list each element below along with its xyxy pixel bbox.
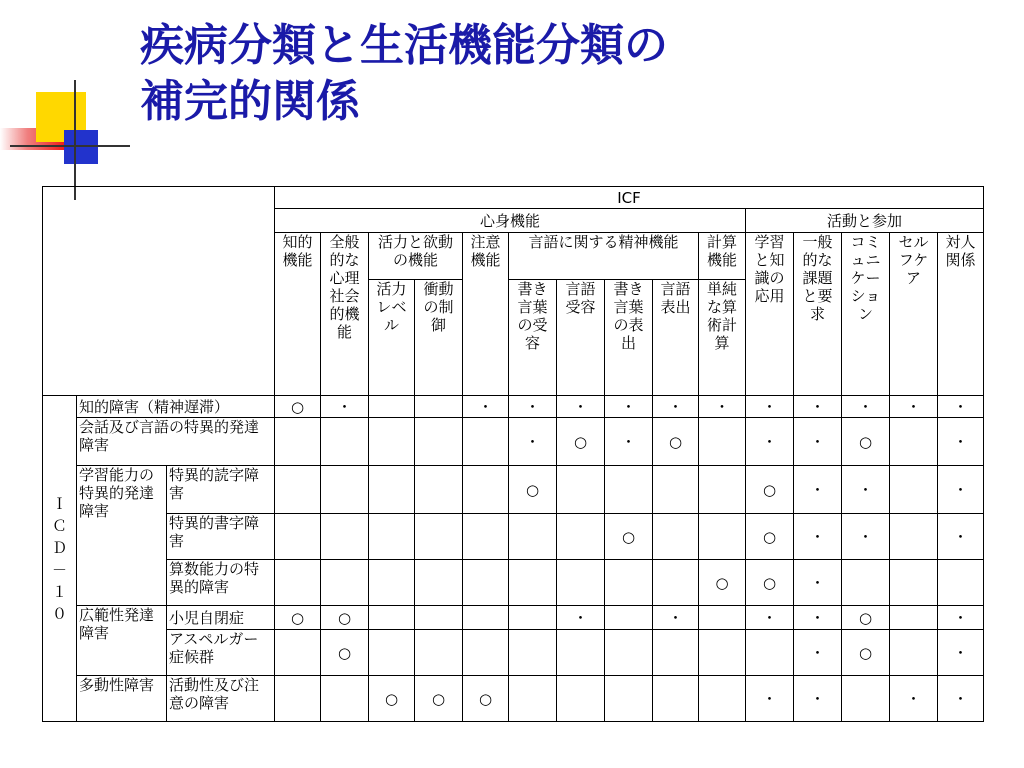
activity-participation-header: 活動と参加 <box>746 209 984 233</box>
mark-cell <box>369 560 415 606</box>
mark-cell <box>509 560 557 606</box>
col-header-self-care: セルフケア <box>890 233 938 396</box>
mark-cell: ・ <box>557 396 605 418</box>
mark-cell: ・ <box>794 630 842 676</box>
decoration-vertical-line <box>74 80 76 200</box>
mark-cell <box>369 514 415 560</box>
sub-header-spoken-expression: 言語表出 <box>653 280 699 396</box>
mark-cell: ・ <box>746 396 794 418</box>
mark-cell: ○ <box>605 514 653 560</box>
mark-cell <box>275 418 321 466</box>
mark-cell <box>415 466 463 514</box>
mark-cell: ○ <box>415 676 463 722</box>
sub-header-impulse-control: 衝動の制御 <box>415 280 463 396</box>
title-line-2: 補完的関係 <box>140 76 360 127</box>
mark-cell <box>890 606 938 630</box>
mark-cell <box>463 630 509 676</box>
mark-cell <box>321 466 369 514</box>
mark-cell <box>557 630 605 676</box>
mark-cell <box>369 418 415 466</box>
mark-cell <box>275 630 321 676</box>
mark-cell: ・ <box>842 466 890 514</box>
row-label: アスペルガー症候群 <box>167 630 275 676</box>
mark-cell: ・ <box>938 606 984 630</box>
mark-cell <box>275 466 321 514</box>
mark-cell: ○ <box>746 514 794 560</box>
row-label: 会話及び言語の特異的発達障害 <box>77 418 275 466</box>
body-functions-header: 心身機能 <box>275 209 746 233</box>
mark-cell: ・ <box>890 676 938 722</box>
mark-cell: ・ <box>794 514 842 560</box>
mark-cell: ・ <box>842 396 890 418</box>
mark-cell <box>557 514 605 560</box>
col-header-attention: 注意機能 <box>463 233 509 396</box>
mark-cell <box>275 514 321 560</box>
mark-cell: ・ <box>890 396 938 418</box>
mark-cell <box>509 630 557 676</box>
mark-cell: ・ <box>794 396 842 418</box>
mark-cell <box>509 514 557 560</box>
mark-cell: ・ <box>794 606 842 630</box>
mark-cell <box>557 466 605 514</box>
mark-cell: ○ <box>746 466 794 514</box>
icd-label: ＩＣＤ－１０ <box>43 396 77 722</box>
mark-cell <box>605 676 653 722</box>
mark-cell <box>938 560 984 606</box>
mark-cell <box>557 676 605 722</box>
mark-cell <box>415 396 463 418</box>
mark-cell <box>699 418 746 466</box>
title-line-1: 疾病分類と生活機能分類の <box>140 20 668 71</box>
sub-header-written-reception: 書き言葉の受容 <box>509 280 557 396</box>
icf-header: ICF <box>275 187 984 209</box>
mark-cell: ○ <box>557 418 605 466</box>
col-header-energy-drive: 活力と欲動の機能 <box>369 233 463 280</box>
table-row <box>43 630 984 676</box>
mark-cell <box>321 676 369 722</box>
mark-cell: ・ <box>794 676 842 722</box>
mark-cell <box>369 466 415 514</box>
mark-cell: ・ <box>557 606 605 630</box>
col-header-intellect: 知的機能 <box>275 233 321 396</box>
mark-cell <box>653 630 699 676</box>
icd-icf-table <box>42 186 984 722</box>
mark-cell <box>463 560 509 606</box>
mark-cell <box>463 606 509 630</box>
mark-cell <box>463 418 509 466</box>
mark-cell: ・ <box>699 396 746 418</box>
mark-cell <box>415 560 463 606</box>
decoration-horizontal-line <box>10 145 130 147</box>
row-label: 特異的書字障害 <box>167 514 275 560</box>
mark-cell: ・ <box>938 466 984 514</box>
mark-cell: ・ <box>321 396 369 418</box>
mark-cell: ○ <box>275 396 321 418</box>
table-row <box>43 396 984 418</box>
col-header-interpersonal: 対人関係 <box>938 233 984 396</box>
mark-cell <box>842 560 890 606</box>
mark-cell <box>890 418 938 466</box>
mark-cell <box>509 606 557 630</box>
mark-cell: ○ <box>369 676 415 722</box>
mark-cell <box>463 514 509 560</box>
col-header-language-mental: 言語に関する精神機能 <box>509 233 699 280</box>
mark-cell: ・ <box>653 606 699 630</box>
mark-cell <box>653 514 699 560</box>
mark-cell: ○ <box>653 418 699 466</box>
mark-cell <box>653 676 699 722</box>
mark-cell: ○ <box>746 560 794 606</box>
table-row <box>43 606 984 630</box>
col-header-communication: コミュニケーション <box>842 233 890 396</box>
row-label: 知的障害（精神遅滞） <box>77 396 275 418</box>
mark-cell: ○ <box>463 676 509 722</box>
mark-cell: ○ <box>699 560 746 606</box>
mark-cell <box>699 676 746 722</box>
table-row <box>43 514 984 560</box>
table-corner-cell <box>43 187 275 396</box>
mark-cell <box>369 396 415 418</box>
mark-cell <box>415 514 463 560</box>
slide-title <box>140 18 1000 130</box>
row-group-label: 広範性発達障害 <box>77 606 167 676</box>
mark-cell <box>890 514 938 560</box>
mark-cell <box>463 466 509 514</box>
table-row <box>43 560 984 606</box>
row-group-label: 学習能力の特異的発達障害 <box>77 466 167 606</box>
mark-cell <box>699 630 746 676</box>
mark-cell: ・ <box>794 560 842 606</box>
decoration-blue-square <box>64 130 98 164</box>
mark-cell: ○ <box>842 630 890 676</box>
table-row <box>43 418 984 466</box>
mark-cell <box>415 418 463 466</box>
col-header-general-tasks: 一般的な課題と要求 <box>794 233 842 396</box>
mark-cell <box>653 466 699 514</box>
mark-cell <box>509 676 557 722</box>
mark-cell <box>321 514 369 560</box>
mark-cell: ・ <box>746 418 794 466</box>
col-header-global-psycho: 全般的な心理社会的機能 <box>321 233 369 396</box>
mark-cell: ・ <box>509 396 557 418</box>
row-label: 小児自閉症 <box>167 606 275 630</box>
mark-cell: ・ <box>653 396 699 418</box>
mark-cell: ○ <box>321 630 369 676</box>
mark-cell: ・ <box>842 514 890 560</box>
row-label: 活動性及び注意の障害 <box>167 676 275 722</box>
row-label: 算数能力の特異的障害 <box>167 560 275 606</box>
mark-cell <box>369 630 415 676</box>
row-label: 特異的読字障害 <box>167 466 275 514</box>
mark-cell: ○ <box>321 606 369 630</box>
mark-cell <box>415 606 463 630</box>
mark-cell <box>653 560 699 606</box>
mark-cell <box>275 676 321 722</box>
mark-cell <box>605 606 653 630</box>
mark-cell: ・ <box>605 396 653 418</box>
table-row <box>43 676 984 722</box>
mark-cell <box>842 676 890 722</box>
mark-cell <box>890 630 938 676</box>
mark-cell: ・ <box>794 418 842 466</box>
mark-cell: ・ <box>794 466 842 514</box>
mark-cell: ○ <box>842 418 890 466</box>
mark-cell <box>605 630 653 676</box>
row-group-label: 多動性障害 <box>77 676 167 722</box>
mark-cell: ・ <box>938 630 984 676</box>
mark-cell <box>369 606 415 630</box>
table-row <box>43 466 984 514</box>
mark-cell <box>605 560 653 606</box>
col-header-learning: 学習と知識の応用 <box>746 233 794 396</box>
sub-header-written-expression: 書き言葉の表出 <box>605 280 653 396</box>
mark-cell <box>557 560 605 606</box>
mark-cell <box>321 418 369 466</box>
mark-cell <box>605 466 653 514</box>
sub-header-energy-level: 活力レベル <box>369 280 415 396</box>
mark-cell: ・ <box>938 676 984 722</box>
col-header-calculation: 計算機能 <box>699 233 746 280</box>
mark-cell: ・ <box>938 514 984 560</box>
mark-cell <box>890 466 938 514</box>
mark-cell: ○ <box>275 606 321 630</box>
mark-cell <box>890 560 938 606</box>
mark-cell: ・ <box>938 396 984 418</box>
mark-cell: ・ <box>746 606 794 630</box>
sub-header-simple-calc: 単純な算術計算 <box>699 280 746 396</box>
sub-header-spoken-reception: 言語受容 <box>557 280 605 396</box>
mark-cell: ・ <box>938 418 984 466</box>
mark-cell <box>321 560 369 606</box>
mark-cell <box>699 606 746 630</box>
mark-cell: ○ <box>509 466 557 514</box>
mark-cell: ・ <box>509 418 557 466</box>
mark-cell: ・ <box>605 418 653 466</box>
mark-cell <box>699 514 746 560</box>
mark-cell: ・ <box>746 676 794 722</box>
mark-cell: ○ <box>842 606 890 630</box>
mark-cell: ・ <box>463 396 509 418</box>
mark-cell <box>699 466 746 514</box>
mark-cell <box>415 630 463 676</box>
mark-cell <box>746 630 794 676</box>
mark-cell <box>275 560 321 606</box>
